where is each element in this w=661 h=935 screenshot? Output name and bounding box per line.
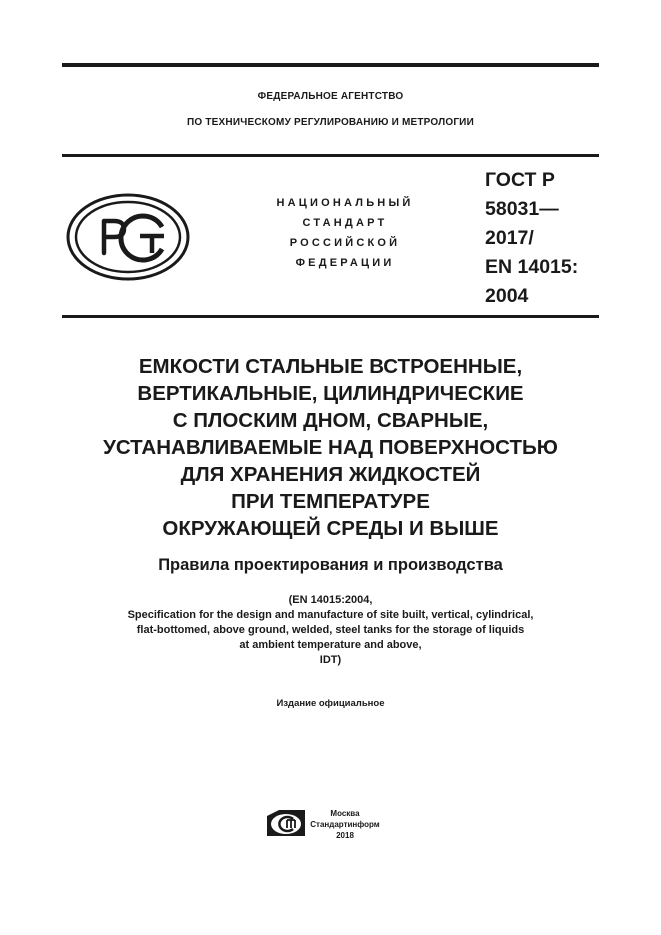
agency-line-2: ПО ТЕХНИЧЕСКОМУ РЕГУЛИРОВАНИЮ И МЕТРОЛОГИИ — [187, 117, 474, 128]
designation-line: 2017/ — [485, 227, 534, 249]
publisher-block — [309, 808, 381, 841]
title-line: ВЕРТИКАЛЬНЫЕ, ЦИЛИНДРИЧЕСКИЕ — [137, 382, 524, 405]
document-subtitle: Правила проектирования и производства — [158, 556, 503, 574]
en-reference-line: flat-bottomed, above ground, welded, steel tanks for the storage of liquids — [136, 624, 525, 636]
document-title — [0, 353, 661, 542]
publisher-name: Стандартинформ — [310, 820, 380, 829]
title-line: УСТАНАВЛИВАЕМЫЕ НАД ПОВЕРХНОСТЬЮ — [103, 436, 558, 459]
standard-type-line: РОССИЙСКОЙ — [289, 237, 401, 249]
standard-type-line: ФЕДЕРАЦИИ — [295, 257, 395, 269]
middle-rule — [62, 154, 599, 157]
designation-line: 58031— — [485, 198, 559, 220]
title-line: ДЛЯ ХРАНЕНИЯ ЖИДКОСТЕЙ — [180, 463, 481, 486]
en-reference-line: IDT) — [319, 654, 342, 666]
publisher-city: Москва — [330, 809, 360, 818]
designation-line: ГОСТ Р — [485, 169, 555, 191]
rst-logo-icon — [66, 193, 190, 281]
edition-label: Издание официальное — [276, 698, 385, 709]
standard-type-line: СТАНДАРТ — [302, 217, 388, 229]
title-line: ЕМКОСТИ СТАЛЬНЫЕ ВСТРОЕННЫЕ, — [138, 355, 523, 378]
designation-line: EN 14015: — [485, 256, 579, 278]
top-rule — [62, 63, 599, 67]
standard-type-line: НАЦИОНАЛЬНЫЙ — [276, 197, 414, 209]
en-reference-line: at ambient temperature and above, — [239, 639, 422, 651]
bottom-rule — [62, 315, 599, 318]
title-line: ПРИ ТЕМПЕРАТУРЕ — [231, 490, 430, 513]
standartinform-logo-icon — [265, 808, 307, 838]
en-reference-line: (EN 14015:2004, — [288, 594, 373, 606]
publication-year: 2018 — [336, 831, 354, 840]
national-standard-label — [245, 193, 445, 273]
designation-line: 2004 — [485, 285, 529, 307]
agency-line-1: ФЕДЕРАЛЬНОЕ АГЕНТСТВО — [257, 91, 404, 102]
title-line: С ПЛОСКИМ ДНОМ, СВАРНЫЕ, — [172, 409, 489, 432]
en-reference — [0, 593, 661, 668]
en-reference-line: Specification for the design and manufacture of site built, vertical, cylindrical, — [127, 609, 534, 621]
title-line: ОКРУЖАЮЩЕЙ СРЕДЫ И ВЫШЕ — [162, 517, 499, 540]
standard-designation — [485, 166, 605, 311]
